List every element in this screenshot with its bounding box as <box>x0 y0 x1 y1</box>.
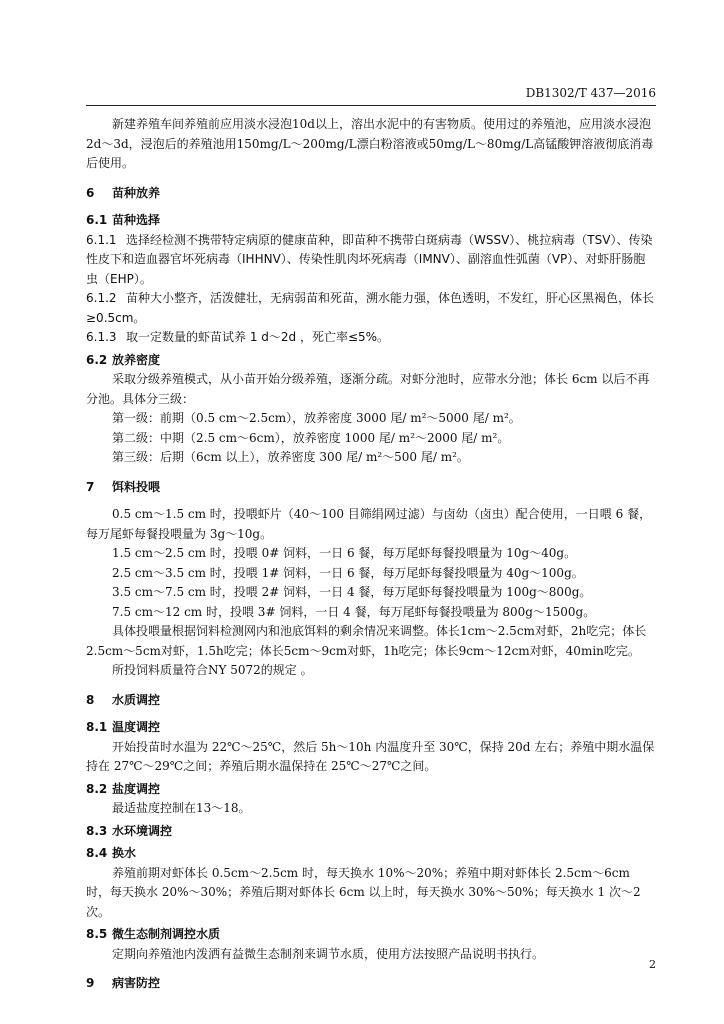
feeding-item-4: 7.5 cm～12 cm 时，投喂 3# 饲料，一日 4 餐，每万尾虾每餐投喂量为 800g～1500g。 <box>112 604 596 619</box>
section-8-heading <box>86 691 656 711</box>
clause-6-1-1 <box>86 231 656 290</box>
section-8-title: 水质调控 <box>112 692 161 707</box>
section-8-4-number: 8.4 <box>86 846 108 860</box>
clause-6-1-1-number: 6.1.1 <box>86 232 117 247</box>
clause-6-1-2-text: 苗种大小整齐，活泼健壮，无病弱苗和死苗，溯水能力强，体色透明，不发红，肝心区黑褐色，体长≥0.5cm。 <box>86 291 655 325</box>
section-6-heading <box>86 184 656 204</box>
section-8-4-heading <box>86 844 656 864</box>
section-7-title: 饵料投喂 <box>112 479 161 494</box>
feeding-paragraph: 0.5 cm～1.5 cm 时，投喂虾片（40～100 目筛绢网过滤）与卤幼（卤虫）配合使用，一日喂 6 餐，每万尾虾每餐投喂量为 3g～10g。 <box>86 507 652 541</box>
section-9-heading <box>86 974 656 994</box>
section-8-5-title: 微生态制剂调控水质 <box>112 927 221 941</box>
clause-6-1-2 <box>86 289 656 328</box>
feed-quality-paragraph: 所投饲料质量符合NY 5072的规定 。 <box>112 663 313 677</box>
feeding-item-2: 2.5 cm～3.5 cm 时，投喂 1# 饲料，一日 6 餐，每万尾虾每餐投喂量为 40g～100g。 <box>112 565 584 580</box>
temperature-paragraph: 开始投苗时水温为 22℃～25℃，然后 5h～10h 内温度升至 30℃，保持 20d 左右；养殖中期水温保持在 27℃～29℃之间；养殖后期水温保持在 25℃～27℃之间。 <box>86 739 655 773</box>
clause-6-1-3-number: 6.1.3 <box>86 330 117 344</box>
feeding-item-3: 3.5 cm～7.5 cm 时，投喂 2# 饲料，一日 4 餐，每万尾虾每餐投喂量为 100g～800g。 <box>112 585 592 599</box>
section-6-2-heading <box>86 351 656 371</box>
microbial-paragraph: 定期向养殖池内泼洒有益微生态制剂来调节水质，使用方法按照产品说明书执行。 <box>112 946 545 961</box>
section-8-5-number: 8.5 <box>86 927 108 941</box>
section-8-3-title: 水环境调控 <box>112 823 173 838</box>
water-exchange-paragraph: 养殖前期对虾体长 0.5cm～2.5cm 时，每天换水 10%～20%；养殖中期对虾体长 2.5cm～6cm 时，每天换水 20%～30%；养殖后期对虾体长 6cm 以上时，每天换水 30%～50%；每天换水 1 次～2 次。 <box>86 865 641 919</box>
section-9-number: 9 <box>86 976 95 990</box>
section-6-1-title: 苗种选择 <box>112 213 161 227</box>
section-8-3-heading <box>86 822 656 842</box>
stocking-paragraph: 采取分级养殖模式，从小苗开始分级养殖，逐渐分疏。对虾分池时，应带水分池；体长 6cm 以后不再分池。具体分三级： <box>86 372 650 406</box>
section-7-number: 7 <box>86 479 95 494</box>
section-8-1-title: 温度调控 <box>112 720 161 734</box>
feeding-item-1: 1.5 cm～2.5 cm 时，投喂 0# 饲料，一日 6 餐，每万尾虾每餐投喂量为 10g～40g。 <box>112 546 577 560</box>
clause-6-1-2-number: 6.1.2 <box>86 291 117 305</box>
clause-6-1-3 <box>86 328 656 348</box>
section-8-2-number: 8.2 <box>86 781 108 796</box>
section-6-1-number: 6.1 <box>86 213 108 227</box>
stocking-level-3: 第三级：后期（6cm 以上），放养密度 300 尾/ m²～500 尾/ m²。 <box>112 450 469 464</box>
clause-6-1-1-text: 选择经检测不携带特定病原的健康苗种，即苗种不携带白斑病毒（WSSV）、桃拉病毒（TSV）、传染性皮下和造血器官坏死病毒（IHHNV）、传染性肌肉坏死病毒（IMNV）、副溶血性弧菌（VP）、对虾肝肠胞虫（EHP）。 <box>86 232 653 286</box>
stocking-level-2: 第二级：中期（2.5 cm～6cm），放养密度 1000 尾/ m²～2000 尾/ m²。 <box>112 430 510 445</box>
section-8-5-heading <box>86 925 656 945</box>
stocking-level-1: 第一级：前期（0.5 cm～2.5cm），放养密度 3000 尾/ m²～5000 尾/ m²。 <box>112 411 521 425</box>
section-6-title: 苗种放养 <box>112 185 161 200</box>
section-6-number: 6 <box>86 185 95 200</box>
section-7-heading <box>86 478 656 498</box>
section-6-1-heading <box>86 211 656 231</box>
section-9-title: 病害防控 <box>112 976 161 990</box>
feeding-adjust-paragraph: 具体投喂量根据饲料检测网内和池底饵料的剩余情况来调整。体长1cm～2.5cm对虾，2h吃完；体长2.5cm～5cm对虾，1.5h吃完；体长5cm～9cm对虾，1h吃完；体长9cm～12cm对虾，40min吃完。 <box>86 624 647 658</box>
document-code: DB1302/T 437—2016 <box>525 86 656 100</box>
section-8-2-title: 盐度调控 <box>112 781 161 796</box>
section-8-4-title: 换水 <box>112 846 137 860</box>
section-8-1-number: 8.1 <box>86 720 108 734</box>
section-8-2-heading <box>86 780 656 800</box>
section-6-2-title: 放养密度 <box>112 352 161 367</box>
intro-paragraph: 新建养殖车间养殖前应用淡水浸泡10d以上，溶出水泥中的有害物质。使用过的养殖池，应用淡水浸泡2d～3d，浸泡后的养殖池用150mg/L～200mg/L漂白粉溶液或50mg/L～80mg/L高锰酸钾溶液彻底消毒后使用。 <box>86 117 654 170</box>
section-6-2-number: 6.2 <box>86 352 108 367</box>
header-rule <box>86 105 656 106</box>
salinity-paragraph: 最适盐度控制在13～18。 <box>112 801 251 815</box>
section-8-number: 8 <box>86 692 95 707</box>
section-8-1-heading <box>86 718 656 738</box>
page-number: 2 <box>649 958 656 971</box>
document-body <box>86 115 656 1002</box>
section-8-3-number: 8.3 <box>86 823 108 838</box>
clause-6-1-3-text: 取一定数量的虾苗试养 1 d～2d ，死亡率≤5%。 <box>126 330 390 344</box>
